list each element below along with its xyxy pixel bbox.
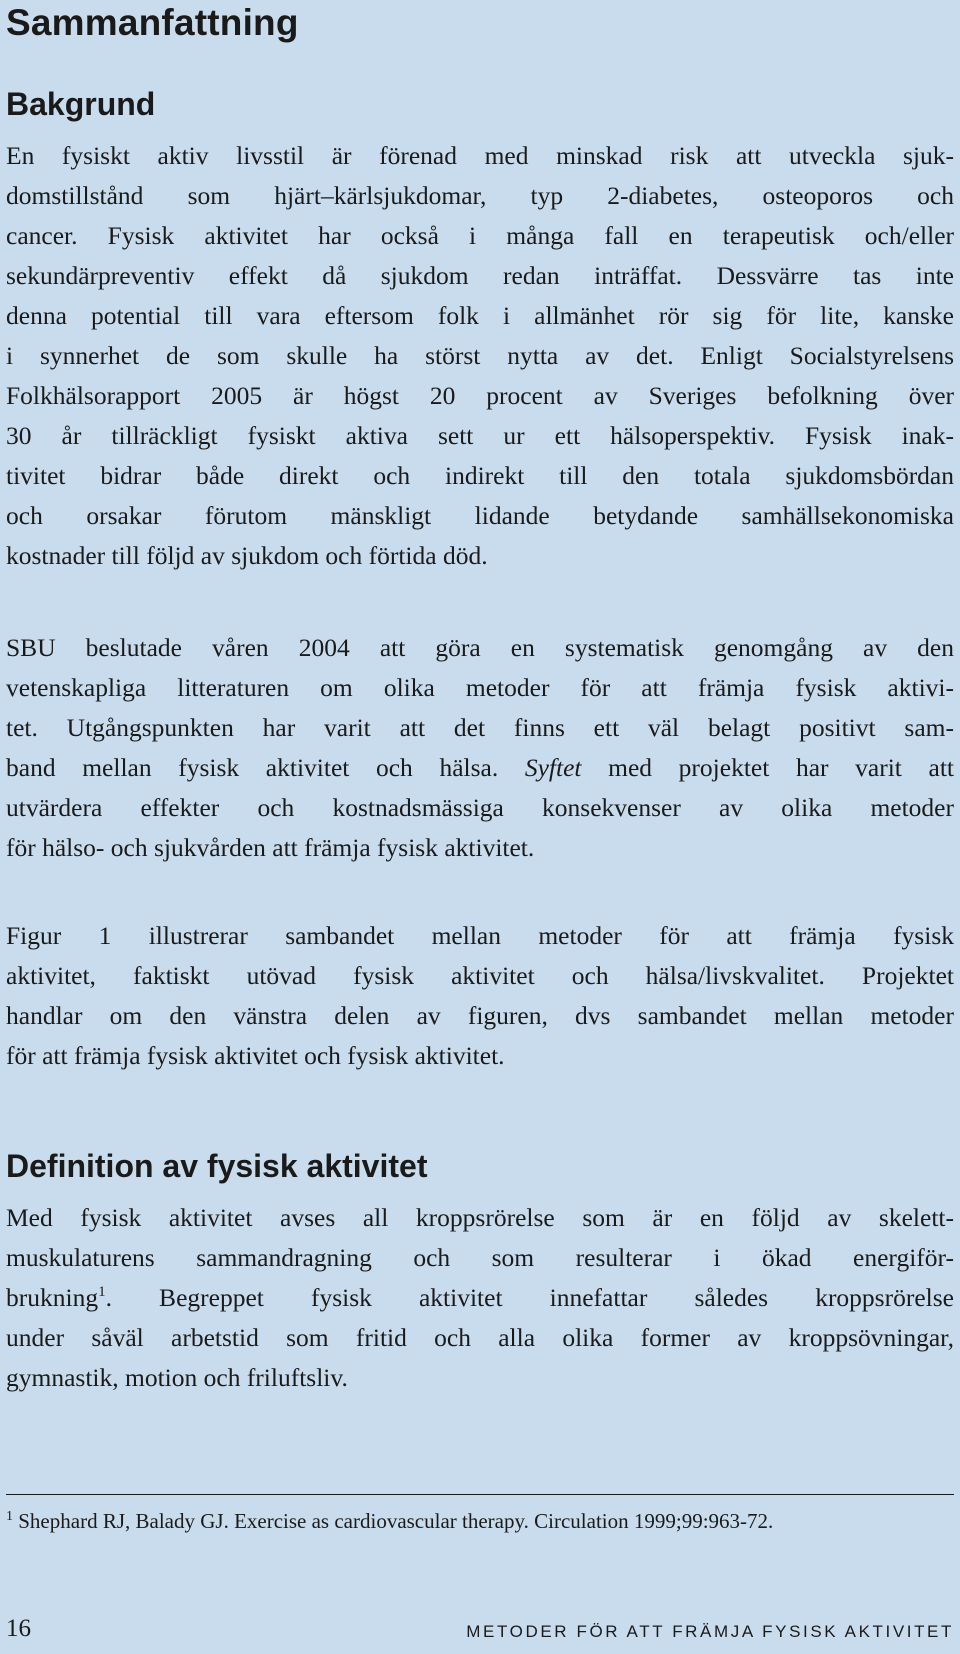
footnote-reference[interactable]: 1 — [98, 1284, 106, 1300]
section-heading-definition: Definition av fysisk aktivitet — [6, 1148, 428, 1184]
footnote — [6, 1504, 954, 1538]
text-line: kostnader till följd av sjukdom och förtida död. — [6, 541, 488, 570]
text-line: SBU beslutade våren 2004 att göra en systematisk genomgång av den — [6, 633, 954, 662]
text-line: handlar om den vänstra delen av figuren, dvs sambandet mellan metoder — [6, 1001, 954, 1030]
text-line — [6, 748, 954, 788]
text-line: tet. Utgångspunkten har varit att det finns ett väl belagt positivt sam- — [6, 713, 954, 742]
text-line: aktivitet, faktiskt utövad fysisk aktivitet och hälsa/livskvalitet. Projektet — [6, 961, 954, 990]
footnote-marker: 1 — [6, 1509, 13, 1524]
text-line: för hälso- och sjukvården att främja fysisk aktivitet. — [6, 833, 535, 862]
footnote-divider — [6, 1494, 954, 1495]
text-fragment: med projektet har varit att — [608, 753, 955, 782]
text-line: En fysiskt aktiv livsstil är förenad med minskad risk att utveckla sjuk- — [6, 141, 954, 170]
text-line: sekundärpreventiv effekt då sjukdom redan inträffat. Dessvärre tas inte — [6, 261, 954, 290]
document-page — [6, 0, 954, 1654]
text-line: för att främja fysisk aktivitet och fysisk aktivitet. — [6, 1041, 505, 1070]
emphasis-syftet: Syftet — [524, 753, 582, 782]
text-line: Figur 1 illustrerar sambandet mellan metoder för att främja fysisk — [6, 921, 954, 950]
text-fragment: . Begreppet fysisk aktivitet innefattar således kroppsrörelse — [105, 1283, 954, 1312]
text-line: gymnastik, motion och friluftsliv. — [6, 1363, 348, 1392]
text-line: Folkhälsorapport 2005 är högst 20 procent av Sveriges befolkning över — [6, 381, 954, 410]
text-line: och orsakar förutom mänskligt lidande betydande samhällsekonomiska — [6, 501, 954, 530]
paragraph-definition — [6, 1198, 954, 1398]
paragraph-bakgrund-2 — [6, 628, 954, 868]
text-line: muskulaturens sammandragning och som resulterar i ökad energiför- — [6, 1243, 954, 1272]
text-line: denna potential till vara eftersom folk i allmänhet rör sig för lite, kanske — [6, 301, 954, 330]
section-heading-bakgrund: Bakgrund — [6, 86, 156, 122]
text-line: vetenskapliga litteraturen om olika metoder för att främja fysisk aktivi- — [6, 673, 954, 702]
paragraph-bakgrund-1 — [6, 136, 954, 576]
text-line: domstillstånd som hjärt–kärlsjukdomar, typ 2-diabetes, osteoporos och — [6, 181, 954, 210]
paragraph-bakgrund-3 — [6, 916, 954, 1076]
text-line — [6, 1278, 954, 1318]
text-line: cancer. Fysisk aktivitet har också i många fall en terapeutisk och/eller — [6, 221, 954, 250]
text-line: under såväl arbetstid som fritid och alla olika former av kroppsövningar, — [6, 1323, 954, 1352]
text-line: 30 år tillräckligt fysiskt aktiva sett ur ett hälsoperspektiv. Fysisk inak- — [6, 421, 954, 450]
text-line: utvärdera effekter och kostnadsmässiga konsekvenser av olika metoder — [6, 793, 954, 822]
footnote-text: Shephard RJ, Balady GJ. Exercise as cardiovascular therapy. Circulation 1999;99:963-72. — [18, 1509, 774, 1533]
text-line: tivitet bidrar både direkt och indirekt till den totala sjukdomsbördan — [6, 461, 954, 490]
text-line: Med fysisk aktivitet avses all kroppsrörelse som är en följd av skelett- — [6, 1203, 954, 1232]
running-footer-title: METODER FÖR ATT FRÄMJA FYSISK AKTIVITET — [466, 1622, 954, 1641]
text-fragment: band mellan fysisk aktivitet och hälsa. — [6, 753, 499, 782]
text-line: i synnerhet de som skulle ha störst nytta av det. Enligt Socialstyrelsens — [6, 341, 954, 370]
page-number: 16 — [6, 1615, 31, 1642]
page-title: Sammanfattning — [6, 2, 299, 43]
text-fragment: brukning — [6, 1283, 99, 1312]
